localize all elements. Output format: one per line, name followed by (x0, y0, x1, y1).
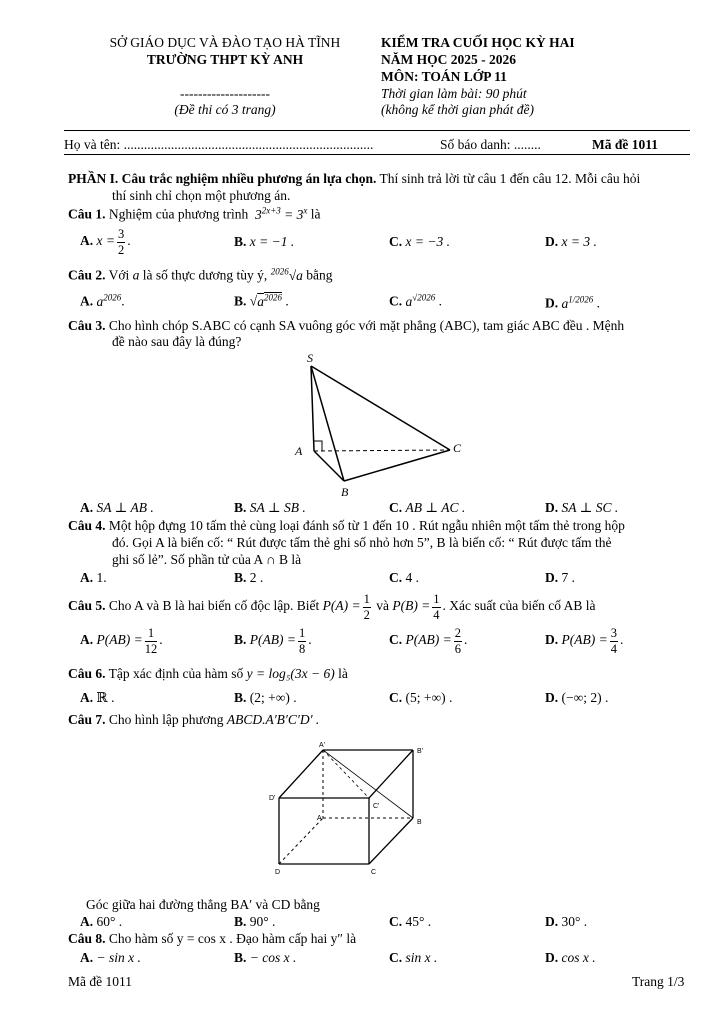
q5-option-a[interactable]: A. P(AB) = $\frac{1}{12}$ . (80, 626, 163, 656)
label-b: B (341, 485, 349, 499)
edge-bc (344, 450, 450, 481)
part1-heading (68, 171, 640, 187)
q1-text: Nghiệm của phương trình (105, 206, 249, 222)
label-s: S (307, 351, 313, 365)
part1-desc: Thí sinh trả lời từ câu 1 đến câu 12. Mỗi câu hỏi (376, 171, 641, 186)
question-1 (68, 205, 321, 223)
q1-option-c[interactable]: C. x = −3 . (389, 234, 450, 249)
question-4: Câu 4. Một hộp đựng 10 tấm thẻ cùng loại đánh số từ 1 đến 10 . Rút ngẫu nhiên một tấm thẻ trong hộp (68, 518, 625, 533)
q3-text-2: đề nào sau đây là đúng? (112, 334, 242, 349)
dashes: -------------------- (180, 86, 270, 101)
q1-option-d[interactable]: D. x = 3 . (545, 234, 597, 249)
page-number: Trang 1/3 (632, 974, 685, 989)
subject: MÔN: TOÁN LỚP 11 (381, 69, 507, 84)
part1-title: PHẦN I. Câu trắc nghiệm nhiều phương án lựa chọn. (68, 171, 377, 186)
q4-option-c[interactable]: C. 4 . (389, 570, 419, 585)
right-angle-mark (314, 441, 322, 451)
q6-option-a[interactable]: A. ℝ . (80, 690, 115, 705)
q7-option-b[interactable]: B. 90° . (234, 914, 276, 929)
q2-expression: $^{2026}$√a (270, 266, 303, 283)
q7-label: Câu 7. (68, 712, 106, 727)
info-underline (64, 154, 690, 155)
q2-label: Câu 2. (68, 267, 106, 283)
q8-option-b[interactable]: B. − cos x . (234, 950, 297, 965)
q2-option-b[interactable]: B. $√a^{2026}$ . (234, 292, 289, 309)
q1-tail: là (310, 206, 321, 222)
label-c: C (371, 869, 377, 876)
footer-code: Mã đề 1011 (68, 974, 132, 989)
q6-option-c[interactable]: C. (5; +∞) . (389, 690, 453, 705)
q4-text-3: ghi số lẻ”. Số phần tử của A ∩ B là (112, 552, 302, 567)
part1-desc-2: thí sinh chỉ chọn một phương án. (112, 188, 291, 203)
cube-figure (265, 738, 435, 880)
student-id-field: Số báo danh: ........ (440, 137, 541, 152)
q3-option-c[interactable]: C. AB ⊥ AC . (389, 500, 466, 515)
label-d1: D' (269, 795, 276, 802)
exam-title: KIỂM TRA CUỐI HỌC KỲ HAI (381, 35, 575, 50)
label-c1: C' (373, 803, 380, 810)
question-7: Câu 7. Cho hình lập phương ABCD.A′B′C′D′ . (68, 712, 320, 727)
question-2: Câu 2. Với a là số thực dương tùy ý, $^{2026}$√a bằng (68, 266, 333, 283)
q1-option-a[interactable]: A. x = $\frac{3}{2}$ . (80, 227, 131, 257)
q4-label: Câu 4. (68, 518, 106, 533)
q1-option-b[interactable]: B. x = −1 . (234, 234, 295, 249)
q1-label: Câu 1. (68, 206, 106, 222)
q2-option-c[interactable]: C. $a^{√2026}$ . (389, 292, 442, 309)
student-name-field: Họ và tên: .......................................................................... (64, 137, 374, 152)
q3-label: Câu 3. (68, 318, 106, 333)
q5-label: Câu 5. (68, 598, 106, 614)
exam-time: Thời gian làm bài: 90 phút (381, 86, 527, 101)
q8-option-a[interactable]: A. − sin x . (80, 950, 141, 965)
q4-option-b[interactable]: B. 2 . (234, 570, 264, 585)
q5-option-d[interactable]: D. P(AB) = $\frac{3}{4}$ . (545, 626, 624, 656)
q7-text-2: Góc giữa hai đường thẳng BA′ và CD bằng (86, 897, 320, 912)
pyramid-figure (285, 348, 475, 500)
q4-text-2: đó. Gọi A là biến cố: “ Rút được tấm thẻ ghi số nhỏ hơn 5”, B là biến cố: “ Rút được tấm thẻ (112, 535, 612, 550)
q6-option-b[interactable]: B. (2; +∞) . (234, 690, 297, 705)
exam-code: Mã đề 1011 (592, 137, 658, 152)
label-a: A (317, 815, 322, 822)
q3-option-b[interactable]: B. SA ⊥ SB . (234, 500, 306, 515)
q7-option-a[interactable]: A. 60° . (80, 914, 123, 929)
q3-option-d[interactable]: D. SA ⊥ SC . (545, 500, 619, 515)
q6-option-d[interactable]: D. (−∞; 2) . (545, 690, 609, 705)
q6-label: Câu 6. (68, 666, 106, 681)
question-8: Câu 8. Cho hàm số y = cos x . Đạo hàm cấp hai y″ là (68, 931, 357, 946)
question-5: Câu 5. Cho A và B là hai biến cố độc lập. Biết P(A) = $\frac{1}{2}$ và P(B) = $\frac{1}{4}$ . Xác suất của biến cố AB là (68, 592, 596, 622)
q8-label: Câu 8. (68, 931, 106, 946)
q4-option-d[interactable]: D. 7 . (545, 570, 575, 585)
time-note: (không kể thời gian phát đề) (381, 102, 535, 117)
school-name: TRƯỜNG THPT KỲ ANH (146, 52, 304, 67)
q5-option-b[interactable]: B. P(AB) = $\frac{1}{8}$ . (234, 626, 312, 656)
department-name: SỞ GIÁO DỤC VÀ ĐÀO TẠO HÀ TĨNH (109, 35, 341, 50)
q1-equation: $3^{2x+3} = 3^x$ (251, 205, 308, 222)
label-d: D (275, 869, 281, 876)
q8-option-c[interactable]: C. sin x . (389, 950, 438, 965)
q7-option-d[interactable]: D. 30° . (545, 914, 588, 929)
q2-option-d[interactable]: D. $a^{1/2026}$ . (545, 294, 601, 311)
q8-option-d[interactable]: D. cos x . (545, 950, 596, 965)
question-3: Câu 3. Cho hình chóp S.ABC có cạnh SA vuông góc với mặt phẳng (ABC), tam giác ABC đều . Mệnh (68, 318, 625, 333)
q2-option-a[interactable]: A. $a^{2026}$. (80, 292, 125, 309)
school-year: NĂM HỌC 2025 - 2026 (381, 52, 516, 67)
question-6: Câu 6. Tập xác định của hàm số y = log₅(3x − 6) là (68, 666, 348, 681)
label-c: C (453, 441, 462, 455)
q7-option-c[interactable]: C. 45° . (389, 914, 432, 929)
edge-sa (311, 366, 314, 451)
q5-option-c[interactable]: C. P(AB) = $\frac{2}{6}$ . (389, 626, 468, 656)
label-a: A (295, 444, 303, 458)
label-a1: A' (319, 742, 326, 749)
pages-note: (Đề thi có 3 trang) (174, 102, 276, 117)
header-divider (64, 130, 690, 131)
q3-option-a[interactable]: A. SA ⊥ AB . (80, 500, 154, 515)
q4-option-a[interactable]: A. 1. (80, 570, 107, 585)
label-b1: B' (417, 748, 424, 755)
label-b: B (417, 819, 422, 826)
